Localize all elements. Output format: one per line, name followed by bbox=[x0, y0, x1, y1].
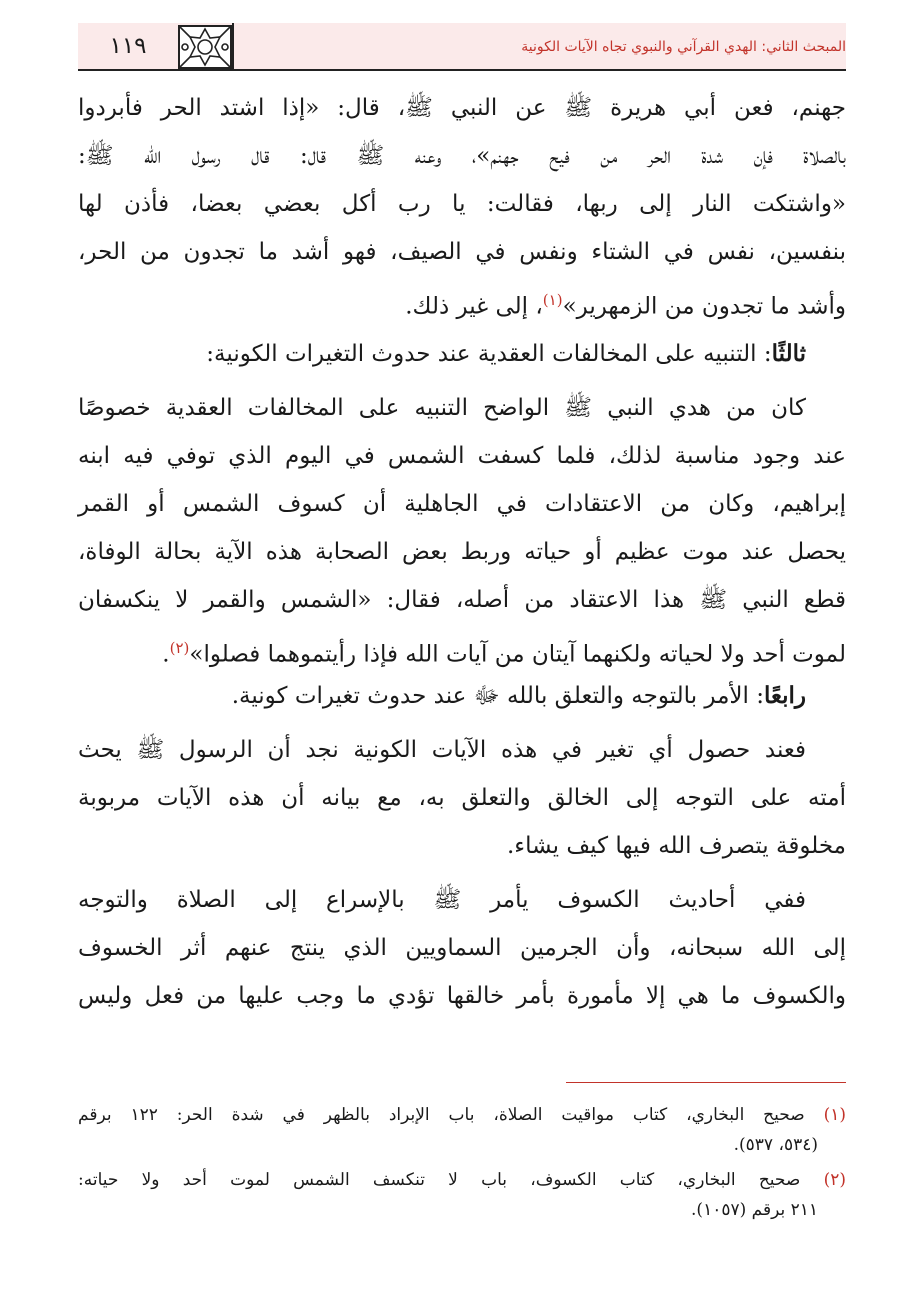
footnote-text: صحيح البخاري، كتاب مواقيت الصلاة، باب الإبراد بالظهر في شدة الحر: ١٢٢ برقم bbox=[78, 1105, 805, 1125]
text-line: كان من هدي النبي ﷺ الواضح التنبيه على المخالفات العقدية خصوصًا bbox=[78, 395, 806, 421]
footnote-1 bbox=[78, 1100, 846, 1130]
text-segment: وأشد ما تجدون من الزمهرير» bbox=[562, 293, 846, 320]
text-line: إبراهيم، وكان من الاعتقادات في الجاهلية أن كسوف الشمس أو القمر bbox=[78, 491, 846, 517]
text-line: بالصلاة فإن شدة الحر من فيح جهنم»، وعنه ﷺ قال: قال رسول الله ﷺ: bbox=[78, 143, 846, 169]
text-line: جهنم، فعن أبي هريرة ﷺ عن النبي ﷺ، قال: «إذا اشتد الحر فأبردوا bbox=[78, 95, 846, 121]
heading-label: ثالثًا bbox=[771, 340, 806, 367]
heading-text: : التنبيه على المخالفات العقدية عند حدوث التغيرات الكونية: bbox=[206, 341, 772, 367]
text-line: يحصل عند موت عظيم أو حياته وربط بعض الصحابة هذه الآية بحالة الوفاة، bbox=[78, 539, 846, 565]
header-rule bbox=[78, 69, 846, 71]
text-line: قطع النبي ﷺ هذا الاعتقاد من أصله، فقال: «الشمس والقمر لا ينكسفان bbox=[78, 587, 846, 613]
footnote-line: ٢١١ برقم (١٠٥٧). bbox=[691, 1200, 818, 1220]
text-line bbox=[78, 624, 846, 672]
heading-label: رابعًا bbox=[763, 682, 806, 709]
text-line: أمته على التوجه إلى الخالق والتعلق به، مع بيانه أن هذه الآيات مربوبة bbox=[78, 785, 846, 811]
footnote-ref[interactable]: (١) bbox=[542, 291, 563, 309]
footnote-ref[interactable]: (٢) bbox=[169, 639, 190, 657]
ornament-icon bbox=[178, 25, 232, 69]
text-line: عند وجود مناسبة لذلك، فلما كسفت الشمس في اليوم الذي توفي فيه ابنه bbox=[78, 443, 846, 469]
footnote-number: (١) bbox=[823, 1105, 847, 1125]
text-line: ففي أحاديث الكسوف يأمر ﷺ بالإسراع إلى الصلاة والتوجه bbox=[78, 887, 806, 913]
text-line bbox=[78, 276, 846, 324]
text-segment: . bbox=[162, 641, 170, 668]
footnote-text: صحيح البخاري، كتاب الكسوف، باب لا تنكسف الشمس لموت أحد ولا حياته: bbox=[78, 1170, 801, 1190]
page-header bbox=[78, 23, 846, 72]
text-segment: لموت أحد ولا لحياته ولكنهما آيتان من آيات الله فإذا رأيتموهما فصلوا» bbox=[189, 641, 846, 668]
running-title: المبحث الثاني: الهدي القرآني والنبوي تجاه الآيات الكونية bbox=[521, 39, 846, 55]
text-line: بنفسين، نفس في الشتاء ونفس في الصيف، فهو أشد ما تجدون من الحر، bbox=[78, 239, 846, 265]
section-heading bbox=[78, 672, 846, 720]
header-divider bbox=[232, 23, 234, 69]
heading-text: : الأمر بالتوجه والتعلق بالله ﷻ عند حدوث تغيرات كونية. bbox=[231, 683, 764, 709]
footnote-number: (٢) bbox=[823, 1170, 847, 1190]
footnote-rule bbox=[566, 1082, 846, 1083]
text-segment: ، إلى غير ذلك. bbox=[405, 293, 543, 320]
footnote-2 bbox=[78, 1165, 846, 1195]
text-line: مخلوقة يتصرف الله فيها كيف يشاء. bbox=[506, 833, 846, 859]
main-text bbox=[78, 84, 846, 1020]
text-line: إلى الله سبحانه، وأن الجرمين السماويين الذي ينتج عنهم أثر الخسوف bbox=[78, 935, 846, 961]
text-line: والكسوف ما هي إلا مأمورة بأمر خالقها تؤدي ما وجب عليها من فعل وليس bbox=[78, 983, 846, 1009]
page-number: ١١٩ bbox=[109, 33, 147, 59]
footnote-line: (٥٣٤، ٥٣٧). bbox=[733, 1135, 818, 1155]
footnotes bbox=[78, 1100, 846, 1225]
text-line: فعند حصول أي تغير في هذه الآيات الكونية نجد أن الرسول ﷺ يحث bbox=[78, 737, 806, 763]
text-line: «واشتكت النار إلى ربها، فقالت: يا رب أكل بعضي بعضا، فأذن لها bbox=[78, 191, 846, 217]
section-heading bbox=[78, 330, 846, 378]
